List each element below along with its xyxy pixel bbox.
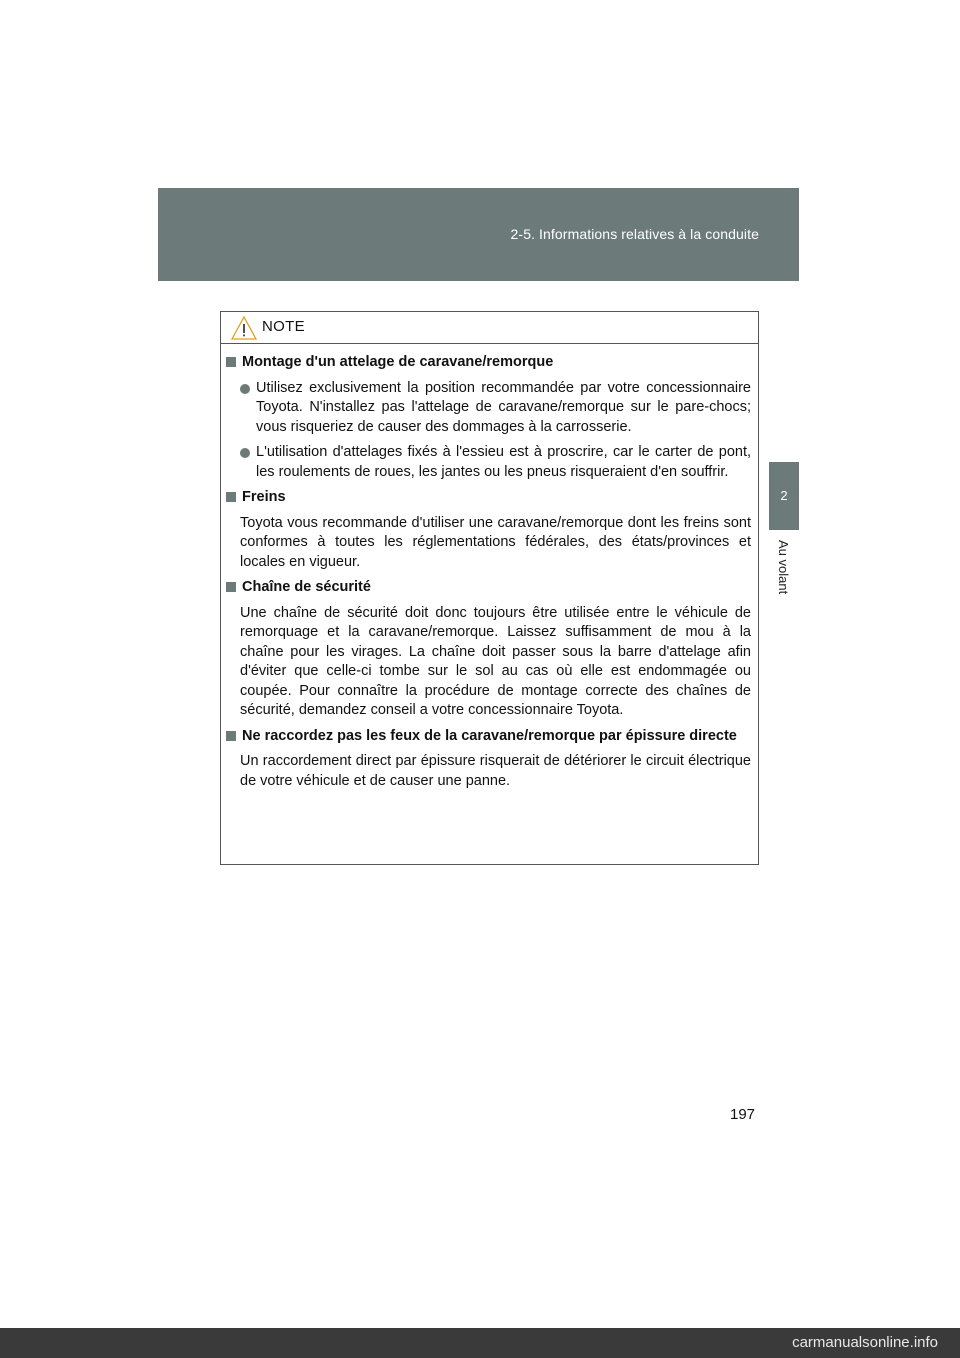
round-bullet-icon [240, 448, 250, 458]
section-heading: Freins [226, 488, 751, 508]
section-title: 2-5. Informations relatives à la conduite [510, 226, 759, 242]
section-text: Une chaîne de sécurité doit donc toujours être utilisée entre le véhicule de remorquage et la caravane/remorque. Laissez suffisamment de mou à la chaîne pour les virages. La chaîne doit passer sous la barre d'attelage afin d'éviter que celle-ci tombe sur le sol au cas où elle est endommagée ou coupée. Pour connaître la procédure de montage correcte des chaînes de sécurité, demandez conseil a votre concessionnaire Toyota. [240, 604, 751, 718]
note-box [220, 311, 759, 865]
list-item: L'utilisation d'attelages fixés à l'essieu est à proscrire, car le carter de pont, les roulements de roues, les jantes ou les pneus risqueraient d'en souffrir. [240, 443, 751, 482]
square-bullet-icon [226, 357, 236, 367]
chapter-tab [769, 462, 799, 530]
chapter-label-text: Au volant [776, 540, 791, 595]
section-text: Toyota vous recommande d'utiliser une caravane/remorque dont les freins sont conformes à toutes les réglementations fédérales, des états/provinces et locales en vigueur. [240, 514, 751, 570]
round-bullet-icon [240, 384, 250, 394]
warning-triangle-icon [231, 316, 257, 340]
section-heading: Montage d'un attelage de caravane/remorque [226, 353, 751, 373]
watermark-footer [0, 1328, 960, 1358]
note-body [221, 344, 758, 791]
note-header [221, 312, 758, 344]
watermark-text: carmanualsonline.info [792, 1334, 938, 1351]
section-text: Un raccordement direct par épissure risquerait de détériorer le circuit électrique de votre véhicule et de causer une panne. [240, 753, 751, 789]
chapter-number: 2 [780, 488, 788, 503]
square-bullet-icon [226, 582, 236, 592]
square-bullet-icon [226, 731, 236, 741]
page-number: 197 [730, 1106, 756, 1123]
list-item: Utilisez exclusivement la position recommandée par votre concessionnaire Toyota. N'installez pas l'attelage de caravane/remorque sur le pare-chocs; vous risqueriez de causer des dommages à la carrosserie. [240, 379, 751, 438]
chapter-label [769, 540, 799, 610]
section-heading: Ne raccordez pas les feux de la caravane/remorque par épissure directe [226, 727, 751, 747]
note-title: NOTE [262, 318, 305, 335]
header-band [158, 188, 799, 281]
square-bullet-icon [226, 492, 236, 502]
section-heading: Chaîne de sécurité [226, 578, 751, 598]
